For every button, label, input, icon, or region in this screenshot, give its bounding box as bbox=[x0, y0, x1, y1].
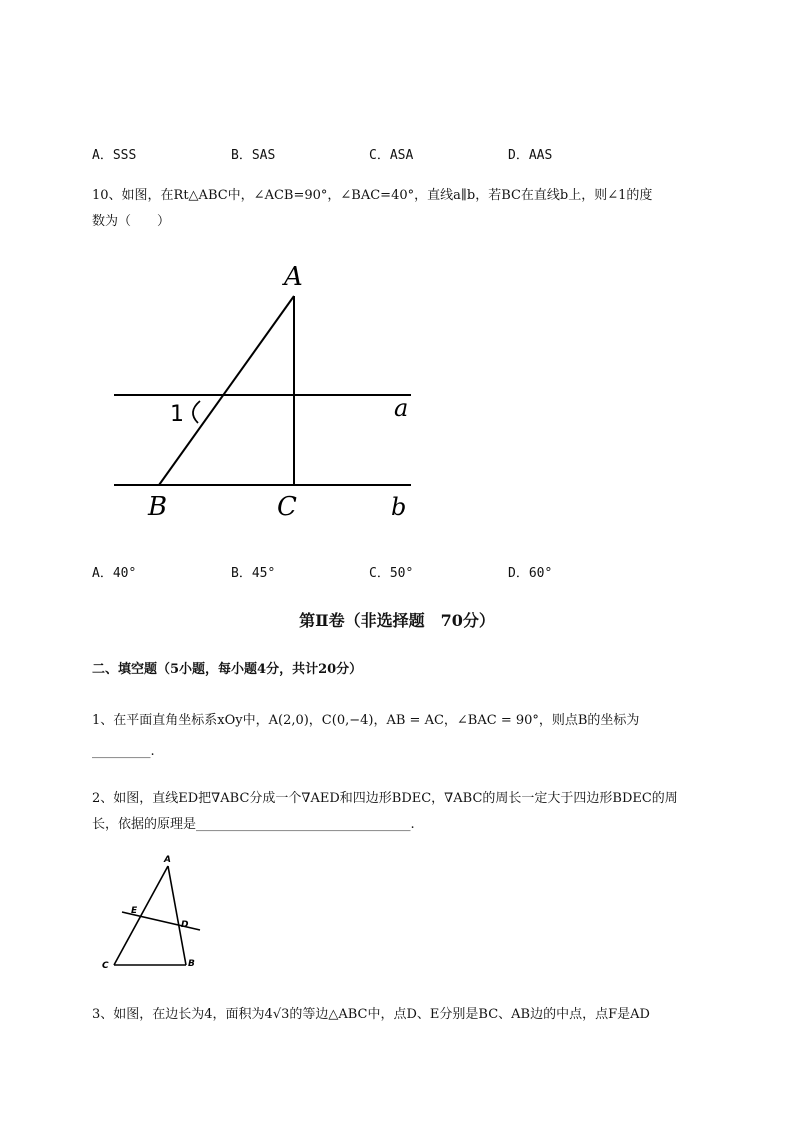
q2-label-A: A bbox=[164, 855, 171, 865]
section-title: 第Ⅱ卷（非选择题 70分） bbox=[299, 611, 495, 630]
q10-option-c: C．50° bbox=[369, 566, 414, 581]
q2-label-D: D bbox=[181, 920, 189, 930]
fill-q2-line2: 长，依据的原理是_________________________________. bbox=[92, 817, 415, 832]
fill-q3-line1: 3、如图，在边长为4，面积为4√3的等边△ABC中，点D、E分别是BC、AB边的中点，点F是AD bbox=[92, 1007, 650, 1022]
fill-q1-line2: _________. bbox=[92, 744, 155, 759]
q10-option-d: D．60° bbox=[508, 566, 553, 581]
segment-ab-q2 bbox=[168, 866, 186, 965]
q9-option-b: B．SAS bbox=[231, 148, 276, 163]
q2-label-E: E bbox=[131, 906, 138, 916]
label-b: b bbox=[391, 493, 407, 521]
label-a: a bbox=[394, 394, 409, 422]
segment-ac-q2 bbox=[114, 866, 168, 965]
q9-option-d: D．AAS bbox=[508, 148, 553, 163]
q10-text-line1: 10、如图，在Rt△ABC中，∠ACB=90°，∠BAC=40°，直线a∥b，若BC在直线b上，则∠1的度 bbox=[92, 188, 653, 203]
q10-text-line2: 数为（ ） bbox=[92, 214, 171, 229]
q2-label-B: B bbox=[188, 959, 195, 969]
label-C: C bbox=[277, 492, 297, 522]
q2-label-C: C bbox=[102, 961, 109, 971]
q9-option-c: C．ASA bbox=[369, 148, 414, 163]
q10-option-b: B．45° bbox=[231, 566, 276, 581]
fill-q2-line1: 2、如图，直线ED把∇ABC分成一个∇AED和四边形BDEC，∇ABC的周长一定大于四边形BDEC的周 bbox=[92, 791, 678, 806]
label-angle-1: 1 bbox=[170, 402, 184, 427]
fill-q1-line1: 1、在平面直角坐标系xOy中，A(2,0)，C(0,−4)，AB = AC，∠BAC = 90°，则点B的坐标为 bbox=[92, 713, 640, 728]
q9-option-a: A．SSS bbox=[92, 148, 137, 163]
label-A: A bbox=[284, 262, 303, 292]
q10-option-a: A．40° bbox=[92, 566, 137, 581]
part-heading: 二、填空题（5小题，每小题4分，共计20分） bbox=[92, 662, 363, 677]
label-B: B bbox=[148, 492, 168, 522]
